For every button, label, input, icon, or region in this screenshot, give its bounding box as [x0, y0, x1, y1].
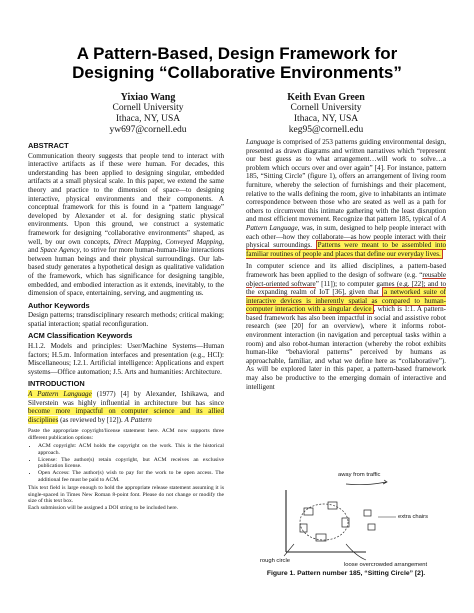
- permission-list: [28, 443, 224, 484]
- author-2: [236, 92, 416, 136]
- author-location: Ithaca, NY, USA: [115, 114, 181, 124]
- paper-title: [0, 44, 474, 82]
- author-affiliation: Cornell University: [290, 103, 362, 113]
- permission-intro: Paste the appropriate copyright/license statement here. ACM now supports three different publication options:: [28, 428, 224, 442]
- title-line-2: Designing “Collaborative Environments”: [72, 63, 402, 82]
- permission-item: • ACM copyright: ACM holds the copyright on the work. This is the historical approach.: [38, 443, 224, 457]
- figure-label-rough: rough circle: [260, 558, 290, 564]
- author-affiliation: Cornell University: [112, 103, 184, 113]
- author-location: Ithaca, NY, USA: [293, 114, 359, 124]
- author-1: [58, 92, 238, 136]
- intro-text: A Pattern Language (1977) [4] by Alexander, Ishikawa, and Silverstein was highly influential in architecture but has since become more impactful on computer science and its allied disciplines (as reviewed by [12]). A Pattern: [28, 390, 225, 424]
- sitting-circle-sketch: [246, 472, 446, 570]
- keywords-heading: Author Keywords: [28, 300, 90, 310]
- author-name: Keith Evan Green: [287, 92, 365, 103]
- permission-block: [28, 428, 224, 512]
- author-name: Yixiao Wang: [120, 92, 176, 103]
- figure-caption: Figure 1. Pattern number 185, “Sitting Circle” [2].: [266, 570, 426, 577]
- right-paragraph-2: In computer science and its allied disciplines, a pattern-based framework has been applied to the design of software (e.g. “reusable object-oriented software” [11]); to computer games (e.g. [22]; and to the expanding realm of IoT [36], given that a networked suite of interactive devices is inherently spatial as compared to human-computer interaction with a singular device , which is 1:1. A pattern-based framework has also been impactful in social and assistive robot research (see [20] for an overview), where it informs robot-environment interaction (in navigation and perceptual tasks within a room) and also robot-human interaction (whereby the robot exhibits human-like “behavioral patterns” perceived by humans as approachable, familiar, and what we define here as “collaborative”). As will be explored later in this paper, a pattern-based framework may also be productive to the emerging domain of interactive and intelligent: [246, 262, 446, 391]
- abstract-heading: ABSTRACT: [28, 141, 69, 150]
- title-line-1: A Pattern-Based, Design Framework for: [76, 44, 398, 63]
- acm-heading: ACM Classification Keywords: [28, 331, 133, 341]
- permission-outro: This text field is large enough to hold the appropriate release statement assuming it is single-spaced in Times New Roman 8-point font. Please do not change or modify the size of this text box.: [28, 484, 224, 505]
- figure-label-chairs: extra chairs: [398, 514, 428, 520]
- left-column: [28, 138, 224, 512]
- acm-text: H.1.2. Models and principles: User/Machine Systems—Human factors; H.5.m. Information interfaces and presentation (e.g., HCI): Miscellaneous; I.2.1. Artificial intelligence: Applications and expert systems—Office automation; J.5. Arts and humanities: Architecture.: [28, 342, 224, 376]
- intro-heading: INTRODUCTION: [28, 379, 85, 389]
- keywords-text: Design patterns; transdisciplinary research methods; critical making; spatial interaction; spatial reconfiguration.: [28, 311, 224, 328]
- figure-label-loose: loose overcrowded arrangement: [344, 562, 428, 568]
- author-email: keg95@cornell.edu: [288, 125, 364, 135]
- abstract-text: Communication theory suggests that people tend to interact with interactive artifacts as if these were human. For decades, this understanding has been applied to designing singular, embedded artifacts at a small physical scale. In this paper, we extend the same theory and practice to the dimension of space—to designing interactive, physical environments and their components. A conceptual framework for this is found in a “pattern language” developed by Alexander et al. for designing static physical environments. Upon this ground, we construct a systematic framework for designing “collaborative environments” shaped, as well, by our own concepts, Direct Mapping, Conveyed Mapping, and Space Agency, to strive for more human-human-like interactions between human beings and their physical surroundings. Our lab-based study generates a hypothetical design as qualitative validation of the framework, which has significance for designing tangible, embedded, and embodied interaction as it extends, inevitably, to the dimension of space, entertaining, serving, and augmenting us.: [28, 151, 225, 298]
- right-paragraph-1: Language is comprised of 253 patterns guiding environmental design, presented as drawn diagrams and written narratives which “represent our best guess as to what arrangement…will work to solve…a problem which occurs over and over again” [4]. For instance, pattern 185, “Sitting Circle” (figure 1), offers an arrangement of living room furniture, whereby the selection of furnishings and their placement, relative to the walls defining the room, give to inhabitants an intimate correspondence between those who are seated as well as a path for others to circumvent this intimate gathering with the least disruption and most efficient movement. Recognize that pattern 185, typical of A Pattern Language, was, in sum, designed to help people interact with each other—how they collaborate—as how people interact with their physical surroundings. Patterns were meant to be assembled into familiar routines of people and places that define our everyday lives.: [246, 138, 446, 258]
- permission-item: • License: The author(s) retain copyright, but ACM receives an exclusive publication license.: [38, 457, 224, 471]
- author-email: yw697@cornell.edu: [109, 125, 187, 135]
- figure-label-traffic: away from traffic: [338, 472, 381, 478]
- permission-doi: Each submission will be assigned a DOI string to be included here.: [28, 505, 179, 512]
- right-column: [246, 138, 446, 395]
- figure-sitting-circle: [246, 472, 446, 584]
- permission-item: • Open Access: The author(s) wish to pay for the work to be open access. The additional fee must be paid to ACM.: [38, 470, 224, 484]
